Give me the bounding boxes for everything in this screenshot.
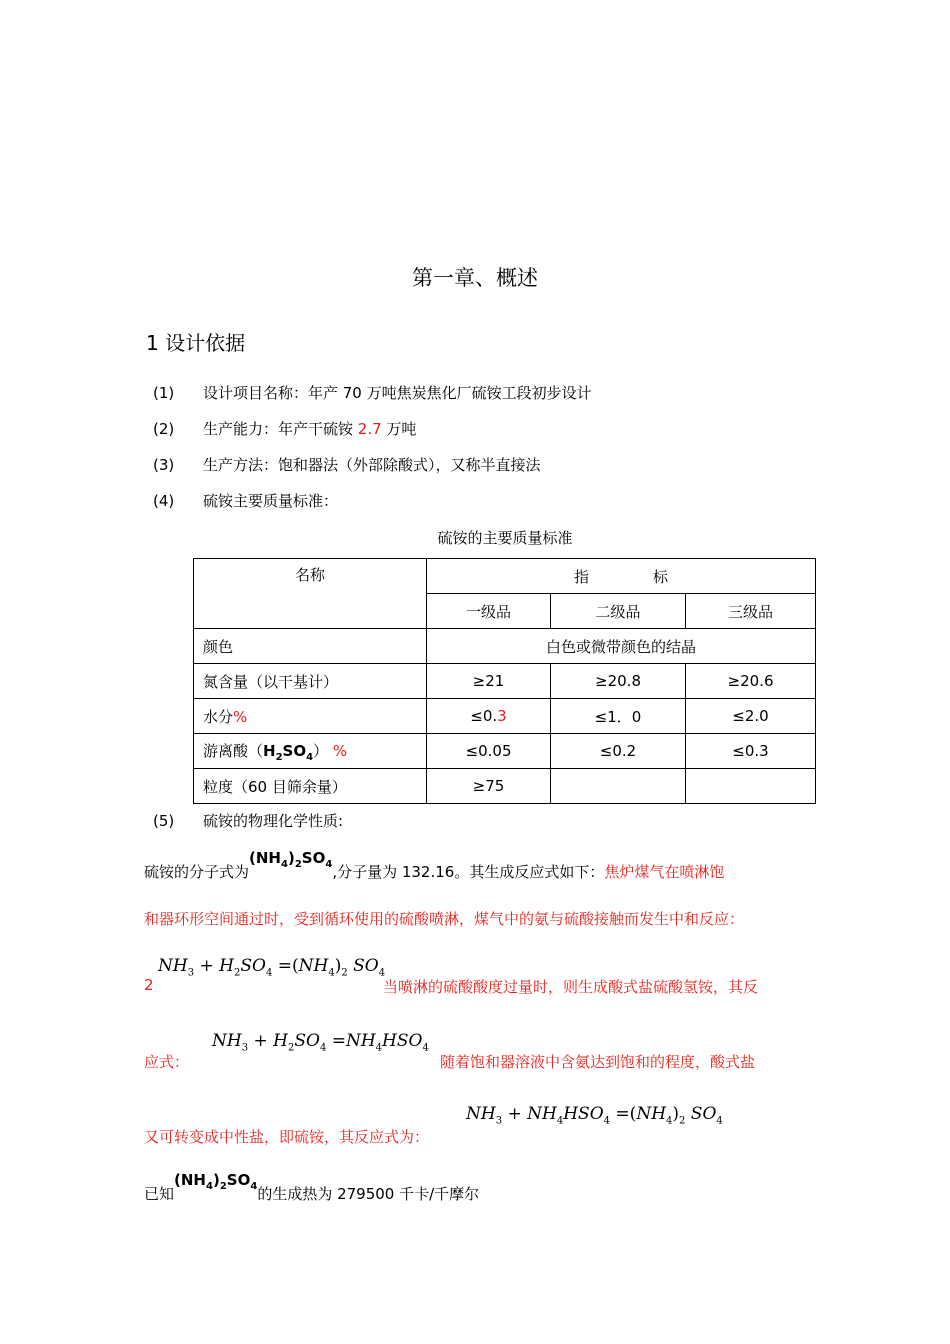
paragraph: 已知$(NH_4)_2SO_4$的生成热为 279500 千卡/千摩尔	[144, 1171, 480, 1203]
list-item: (1) 设计项目名称：年产 70 万吨焦炭焦化厂硫铵工段初步设计	[153, 384, 592, 402]
list-item: (3) 生产方法：饱和器法（外部除酸式），又称半直接法	[153, 456, 541, 474]
ammonium-sulfate-formula: $(NH_4)_2SO_4$	[174, 1171, 258, 1192]
table-row: 粒度（60 目筛余量） ≥75	[194, 769, 816, 804]
grade-1: 一级品	[427, 594, 551, 629]
section-title: 1 设计依据	[146, 331, 246, 355]
ammonium-sulfate-formula: $(NH_4)_2SO_4$	[249, 849, 333, 870]
table-row: 水分% ≤0.3 ≤1．0 ≤2.0	[194, 699, 816, 734]
list-item: (2) 生产能力：年产干硫铵 2.7 万吨	[153, 420, 417, 438]
paragraph: 硫铵的分子式为$(NH_4)_2SO_4$,分子量为 132.16。其生成反应式如下：焦炉煤气在喷淋饱	[144, 849, 725, 881]
paragraph: 和器环形空间通过时，受到循环使用的硫酸喷淋，煤气中的氨与硫酸接触而发生中和反应：	[144, 910, 745, 928]
table-caption: 硫铵的主要质量标准	[437, 529, 573, 547]
paragraph: 随着饱和器溶液中含氨达到饱和的程度，酸式盐	[440, 1053, 756, 1071]
paragraph: 当喷淋的硫酸酸度过量时，则生成酸式盐硫酸氢铵，其反	[383, 978, 759, 996]
grade-2: 二级品	[551, 594, 686, 629]
paragraph: 又可转变成中性盐，即硫铵，其反应式为：	[144, 1128, 430, 1146]
equation-3: $NH_3 + NH_4HSO_4 =(NH_4)_2$ $SO_4$	[466, 1104, 723, 1127]
equation-2: $NH_3 + H_2SO_4 =NH_4HSO_4$	[212, 1031, 429, 1054]
chapter-title: 第一章、概述	[412, 266, 538, 290]
quality-table	[193, 558, 816, 804]
header-index: 指 标	[427, 559, 816, 594]
table-row: 颜色 白色或微带颜色的结晶	[194, 629, 816, 664]
table-row: 氮含量（以干基计） ≥21 ≥20.8 ≥20.6	[194, 664, 816, 699]
paragraph: 2	[144, 976, 154, 994]
table-row: 游离酸$(H_2SO_4)$ % ≤0.05 ≤0.2 ≤0.3	[194, 734, 816, 769]
table-row	[194, 559, 816, 594]
list-item: (5) 硫铵的物理化学性质:	[153, 812, 344, 830]
h2so4-formula: $H_2SO_4$	[263, 741, 314, 763]
equation-1: $NH_3 + H_2SO_4 =(NH_4)_2$ $SO_4$	[158, 956, 386, 979]
list-item: (4) 硫铵主要质量标准：	[153, 492, 339, 510]
grade-3: 三级品	[686, 594, 816, 629]
paragraph: 应式：	[144, 1053, 190, 1071]
header-name: 名称	[194, 559, 427, 629]
